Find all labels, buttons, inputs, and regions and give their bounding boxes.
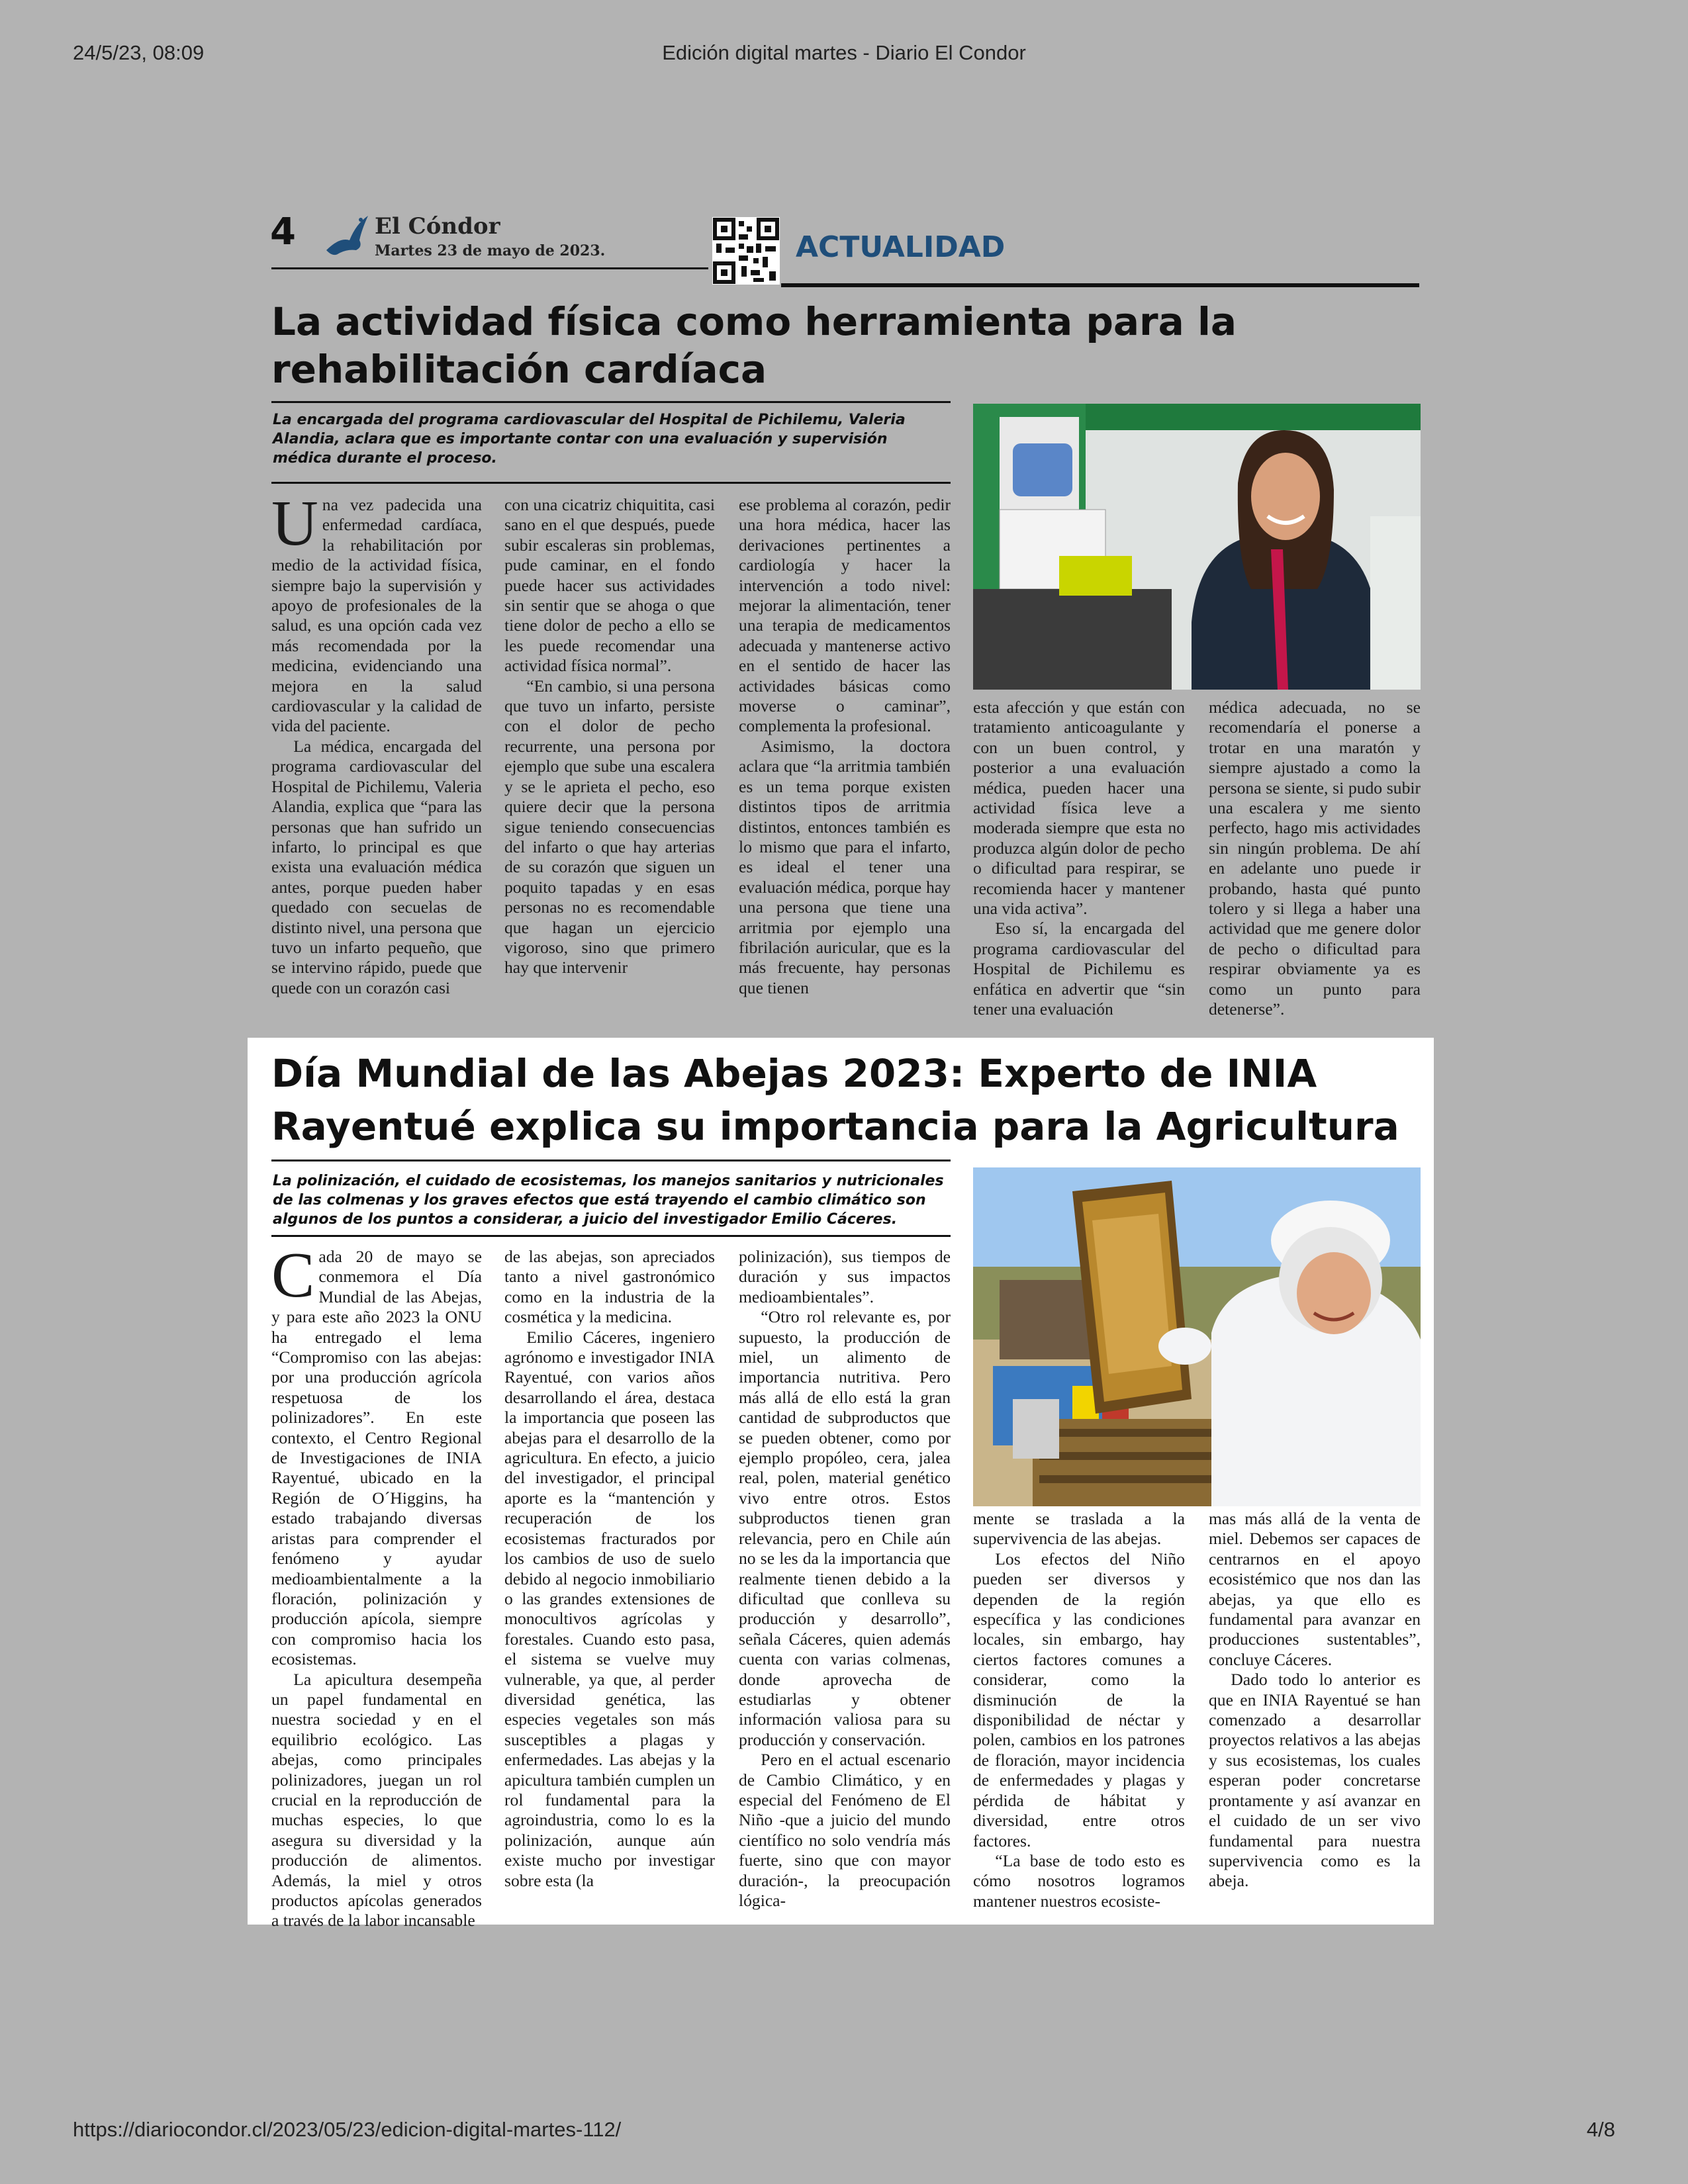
article1-lead-rule-top — [271, 401, 951, 403]
article2-headline-line2: Rayentué explica su importancia para la Agricultura — [271, 1104, 1399, 1149]
article1-col4-p1: esta afección y que están con tratamiento anticoagulante y con un buen control, y posterior a una evaluación médica, pueden hacer una actividad física leve a moderada siempre que esta no produzca algún dolor de pecho o dificultad para respirar, se recomienda hacer y mantener una vida activa”. — [973, 698, 1185, 919]
article2-col1-p2: La apicultura desempeña un papel fundamental en nuestra sociedad y en el equilibrio ecológico. Las abejas, como principales polinizadores, juegan un rol crucial en la reproducción de muchas especies, lo que asegura su diversidad y la producción de alimentos. Además, la miel y otros productos apícolas generados a través de la labor incansable — [271, 1669, 482, 1931]
print-datetime: 24/5/23, 08:09 — [73, 41, 205, 64]
article1-column-2 — [504, 495, 715, 978]
article2-headline — [271, 1047, 1423, 1153]
article1-lead: La encargada del programa cardiovascular del Hospital de Pichilemu, Valeria Alandia, aclara que es importante contar con una evaluación y supervisión médica durante el proceso. — [273, 412, 906, 467]
article2-lead-rule-bottom — [271, 1235, 951, 1237]
article1-headline-line1: La actividad física como herramienta para la — [271, 299, 1237, 344]
article2-column-3 — [739, 1247, 951, 1911]
article2-lead: La polinización, el cuidado de ecosistemas, los manejos sanitarios y nutricionales de las colmenas y los graves efectos que está trayendo el cambio climático son algunos de los puntos a considerar, a juicio del investigador Emilio Cáceres. — [273, 1173, 944, 1228]
article2-col3-p1: polinización), sus tiempos de duración y sus impactos medioambientales”. — [739, 1247, 951, 1306]
article1-column-5 — [1209, 698, 1421, 1020]
article1-headline-line2: rehabilitación cardíaca — [271, 347, 767, 392]
article1-col5-p1: médica adecuada, no se recomendaría el ponerse a trotar en una maratón y siempre ajustado a como la persona se siente, si pudo subir una escalera y me siento perfecto, hago mis actividades sin ningún problema. De ahí en adelante uno puede ir probando, hasta qué punto tolero y si llega a haber una actividad que me genere dolor de pecho o dificultad para respirar obviamente ya es como un punto para detenerse”. — [1209, 698, 1421, 1019]
article1-col3-p1: ese problema al corazón, pedir una hora médica, hacer las derivaciones pertinentes a cardiología y hacer la intervención a todo nivel: mejorar la alimentación, tener una terapia de medicamentos adecuada y mantenerse activo en el sentido de hacer las actividades básicas como moverse o caminar”, complementa la profesional. — [739, 495, 951, 736]
article1-col3-p2: Asimismo, la doctora aclara que “la arritmia también es un tema porque existen distintos tipos de arritmia distintos, entonces también es lo mismo que para el infarto, es ideal el tener una evaluación médica, porque hay una persona que tiene una arritmia por ejemplo una fibrilación auricular, que es la más frecuente, hay personas que tienen — [739, 736, 951, 997]
section-label: ACTUALIDAD — [796, 230, 1006, 264]
article2-column-1 — [271, 1240, 482, 1931]
article1-column-4 — [973, 698, 1185, 1020]
article1-col2-p2: “En cambio, si una persona que tuvo un infarto, persiste con el dolor de pecho recurrente, una persona por ejemplo que sube una escalera y se le aprieta el pecho, eso quiere decir que la persona sigue teniendo consecuencias del infarto o que hay arterias de su corazón que siguen un poquito tapadas y en esas personas no es recomendable que hagan un ejercicio vigoroso, sino que primero hay que intervenir — [504, 676, 715, 978]
article1-col1-p1: na vez padecida una enfermedad cardíaca, la rehabilitación por medio de la actividad física, siempre bajo la supervisión y apoyo de profesionales de la salud, es una opción cada vez más recomendada por la medicina, evidenciando una mejora en la salud cardiovascular y la calidad de vida del paciente. — [271, 495, 482, 736]
article1-headline — [271, 298, 1423, 393]
article1-column-1 — [271, 488, 482, 998]
article2-col2-p1: de las abejas, son apreciados tanto a nivel gastronómico como en la industria de la cosmética y la medicina. — [504, 1247, 715, 1327]
article2-col1-p1: ada 20 de mayo se conmemora el Día Mundial de las Abejas, y para este año 2023 la ONU ha entregado el lema “Compromiso con las abejas: por una producción agrícola respetuosa de los polinizadores”. En este contexto, el Centro Regional de Investigaciones de INIA Rayentué, ubicado en la Región de O´Higgins, ha estado trabajando diversas aristas para comprender el fenómeno y ayudar medioambientalmente a la floración, polinización y producción apícola, siempre con compromiso hacia los ecosistemas. — [271, 1247, 482, 1669]
logo-text: El Cóndor — [375, 213, 500, 240]
article1-col1-p2: La médica, encargada del programa cardiovascular del Hospital de Pichilemu, Valeria Alandia, explica que “para las personas que han sufrido un infarto, lo principal es que exista una evaluación médica antes, porque pueden haber quedado con secuelas de distinto nivel, una persona que tuvo un infarto pequeño, que se intervino rápido, puede que quede con un corazón casi — [271, 736, 482, 997]
print-url[interactable]: https://diariocondor.cl/2023/05/23/edicion-digital-martes-112/ — [73, 2118, 622, 2141]
article1-col4-p2: Eso sí, la encargada del programa cardiovascular del Hospital de Pichilemu es enfática en advertir que “sin tener una evaluación — [973, 919, 1185, 1019]
article2-drop-cap: C — [271, 1240, 315, 1311]
article2-col5-p2: Dado todo lo anterior es que en INIA Rayentué se han comenzado a desarrollar proyectos relativos a las abejas y sus ecosistemas, los cuales esperan poder concretarse prontamente y así avanzar en el cuidado de un ser vivo fundamental para nuestra supervivencia como es la abeja. — [1209, 1670, 1421, 1891]
article1-photo — [973, 404, 1421, 690]
article2-photo — [973, 1167, 1421, 1506]
article2-col2-p2: Emilio Cáceres, ingeniero agrónomo e investigador INIA Rayentué, con varios años desarrollando el área, destaca la importancia que poseen las abejas para el desarrollo de la agricultura. En efecto, a juicio del investigador, el principal aporte es la “mantención y recuperación de los ecosistemas fracturados por los cambios de uso de suelo debido al negocio inmobiliario o las grandes extensiones de monocultivos agrícolas y forestales. Cuando esto pasa, el sistema se vuelve muy vulnerable, ya que, al perder diversidad genética, las especies vegetales son más susceptibles a plagas y enfermedades. Las abejas y la apicultura también cumplen un rol fundamental para la agroindustria, como lo es la polinización, aunque aún existe mucho por investigar sobre esta (la — [504, 1327, 715, 1890]
article1-lead-rule-bottom — [271, 482, 951, 484]
article2-column-4 — [973, 1509, 1185, 1911]
article2-col3-p2: “Otro rol relevante es, por supuesto, la producción de miel, un alimento de importancia nutritiva. Pero más allá de ello está la gran cantidad de subproductos que se pueden obtener, como por ejemplo propóleo, cera, jalea real, polen, material genético vivo entre otros. Estos subproductos tienen gran relevancia, pero en Chile aún no se les da la importancia que realmente tienen debido a la dificultad que conlleva su producción y desarrollo”, señala Cáceres, quien además cuenta con varias colmenas, donde aprovecha de estudiarlas y obtener información valiosa para su producción y conservación. — [739, 1307, 951, 1749]
condor-logo-icon — [323, 210, 369, 263]
article2-col4-p3: “La base de todo esto es cómo nosotros logramos mantener nuestros ecosiste- — [973, 1850, 1185, 1911]
qr-code-icon — [712, 217, 780, 285]
article1-column-3 — [739, 495, 951, 998]
print-page-count: 4/8 — [1586, 2118, 1615, 2141]
article2-column-5 — [1209, 1509, 1421, 1891]
article1-drop-cap: U — [271, 488, 318, 559]
page-number: 4 — [270, 210, 296, 253]
article2-col3-p3: Pero en el actual escenario de Cambio Climático, y en especial del Fenómeno de El Niño -que a juicio del mundo científico no solo vendría más fuerte, sino que con mayor duración-, la preocupación lógica- — [739, 1750, 951, 1910]
masthead-rule-right — [781, 283, 1419, 287]
article2-column-2 — [504, 1247, 715, 1891]
article2-col5-p1: mas más allá de la venta de miel. Debemos ser capaces de centrarnos en el apoyo ecosistémico que nos dan las abejas, ya que ello es fundamental para avanzar en producciones sustentables”, concluye Cáceres. — [1209, 1509, 1421, 1669]
article2-col4-p2: Los efectos del Niño pueden ser diversos y dependen de la región específica y las condiciones locales, sin embargo, hay ciertos factores comunes a considerar, como la disminución de la disponibilidad de néctar y polen, cambios en los patrones de floración, mayor incidencia de enfermedades y plagas y pérdida de hábitat y diversidad, entre otros factores. — [973, 1549, 1185, 1850]
masthead-date: Martes 23 de mayo de 2023. — [375, 242, 606, 259]
article2-lead-rule-top — [271, 1160, 951, 1161]
article1-col2-p1: con una cicatriz chiquitita, casi sano en el que después, puede subir escaleras sin problemas, pude caminar, en el fondo puede hacer sus actividades sin sentir que se ahoga o que tiene dolor de pecho a ello se les puede recomendar una actividad física normal”. — [504, 495, 715, 676]
article2-headline-line1: Día Mundial de las Abejas 2023: Experto de INIA — [271, 1051, 1317, 1096]
article2-col4-p1: mente se traslada a la supervivencia de las abejas. — [973, 1509, 1185, 1549]
print-title: Edición digital martes - Diario El Condor — [662, 41, 1026, 64]
masthead-rule-left — [271, 267, 708, 269]
